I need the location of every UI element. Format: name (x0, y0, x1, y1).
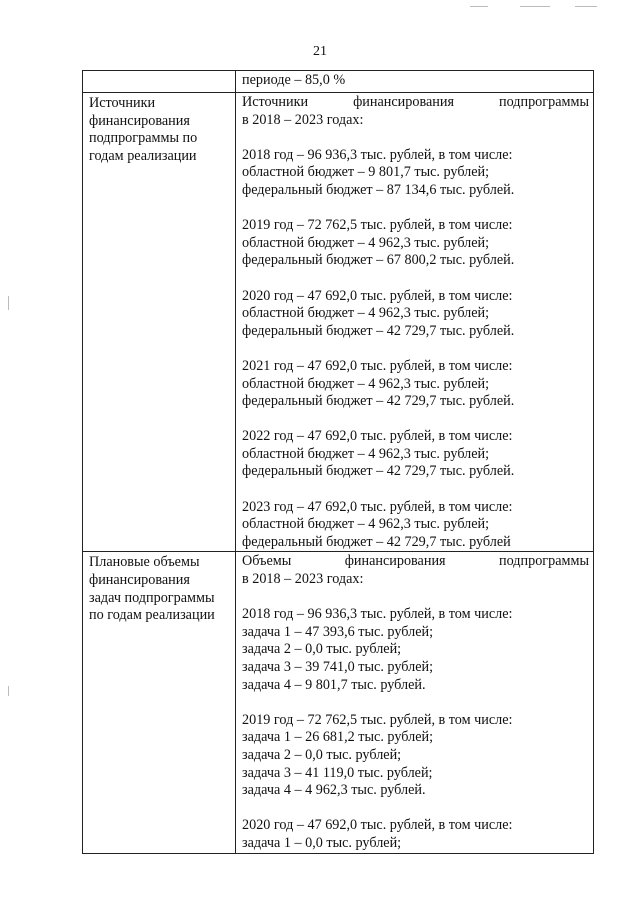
tasks-label-cell (83, 552, 236, 853)
task-amount: задача 4 – 9 801,7 тыс. рублей. (242, 676, 426, 693)
federal-budget: федеральный бюджет – 42 729,7 тыс. рублей. (242, 322, 515, 339)
task-amount: задача 1 – 47 393,6 тыс. рублей; (242, 623, 434, 640)
year-total: 2020 год – 47 692,0 тыс. рублей, в том числе: (242, 817, 513, 834)
tasks-label-line: по годам реализации (89, 607, 215, 624)
regional-budget: областной бюджет – 4 962,3 тыс. рублей; (242, 445, 490, 462)
heading-word: Объемы (242, 553, 292, 570)
year-total: 2020 год – 47 692,0 тыс. рублей, в том числе: (242, 287, 513, 304)
scan-mark-top-1 (470, 6, 488, 7)
heading-word: подпрограммы (499, 94, 589, 110)
heading-word: финансирования (344, 553, 446, 570)
tasks-heading-line2: в 2018 – 2023 годах: (242, 571, 364, 588)
regional-budget: областной бюджет – 4 962,3 тыс. рублей; (242, 516, 490, 533)
year-total: 2022 год – 47 692,0 тыс. рублей, в том числе: (242, 428, 513, 445)
federal-budget: федеральный бюджет – 42 729,7 тыс. рублей. (242, 463, 515, 480)
table-row-continuation (83, 71, 594, 93)
sources-label-line: Источники (89, 95, 156, 111)
tasks-label-line: финансирования (89, 572, 190, 589)
task-amount: задача 1 – 0,0 тыс. рублей; (242, 834, 402, 851)
passport-table (82, 70, 594, 854)
year-total: 2023 год – 47 692,0 тыс. рублей, в том числе: (242, 498, 513, 515)
sources-content-cell (236, 93, 594, 552)
federal-budget: федеральный бюджет – 42 729,7 тыс. рублей. (242, 393, 515, 410)
scan-mark-top-3 (575, 6, 597, 7)
sources-heading-line2: в 2018 – 2023 годах: (242, 111, 364, 128)
task-amount: задача 2 – 0,0 тыс. рублей; (242, 746, 402, 763)
heading-word: Источники (242, 94, 309, 110)
heading-word: подпрограммы (499, 553, 589, 570)
sources-label-line: годам реализации (89, 147, 197, 164)
continuation-cell (236, 71, 594, 93)
heading-word: финансирования (353, 94, 454, 110)
year-total: 2018 год – 96 936,3 тыс. рублей, в том числе: (242, 606, 513, 623)
page-number: 21 (313, 44, 327, 59)
scan-mark-left-2 (8, 686, 9, 696)
sources-label-cell (83, 93, 236, 552)
tasks-content-cell (236, 552, 594, 853)
federal-budget: федеральный бюджет – 42 729,7 тыс. рублей (242, 533, 511, 550)
year-total: 2019 год – 72 762,5 тыс. рублей, в том числе: (242, 711, 513, 728)
task-amount: задача 2 – 0,0 тыс. рублей; (242, 641, 402, 658)
year-total: 2021 год – 47 692,0 тыс. рублей, в том числе: (242, 357, 513, 374)
scan-mark-left-1 (8, 296, 9, 310)
task-amount: задача 4 – 4 962,3 тыс. рублей. (242, 782, 426, 799)
task-amount: задача 3 – 41 119,0 тыс. рублей; (242, 764, 433, 781)
task-amount: задача 1 – 26 681,2 тыс. рублей; (242, 729, 434, 746)
scan-mark-top-2 (520, 6, 550, 7)
regional-budget: областной бюджет – 4 962,3 тыс. рублей; (242, 234, 490, 251)
sources-label-line: финансирования (89, 112, 190, 129)
continuation-text: периоде – 85,0 % (242, 72, 346, 88)
year-total: 2019 год – 72 762,5 тыс. рублей, в том числе: (242, 217, 513, 234)
regional-budget: областной бюджет – 9 801,7 тыс. рублей; (242, 164, 490, 181)
tasks-label-line: задач подпрограммы (89, 589, 215, 606)
sources-label-line: подпрограммы по (89, 130, 198, 147)
year-total: 2018 год – 96 936,3 тыс. рублей, в том числе: (242, 146, 513, 163)
sources-heading (242, 94, 589, 112)
table-row-sources (83, 93, 594, 552)
regional-budget: областной бюджет – 4 962,3 тыс. рублей; (242, 305, 490, 322)
task-amount: задача 3 – 39 741,0 тыс. рублей; (242, 659, 434, 675)
regional-budget: областной бюджет – 4 962,3 тыс. рублей; (242, 375, 490, 392)
empty-label-cell (83, 71, 236, 93)
table-row-tasks (83, 552, 594, 853)
tasks-label-line: Плановые объемы (89, 554, 200, 571)
federal-budget: федеральный бюджет – 67 800,2 тыс. рублей. (242, 252, 515, 269)
tasks-heading (242, 553, 589, 571)
federal-budget: федеральный бюджет – 87 134,6 тыс. рублей. (242, 181, 515, 198)
